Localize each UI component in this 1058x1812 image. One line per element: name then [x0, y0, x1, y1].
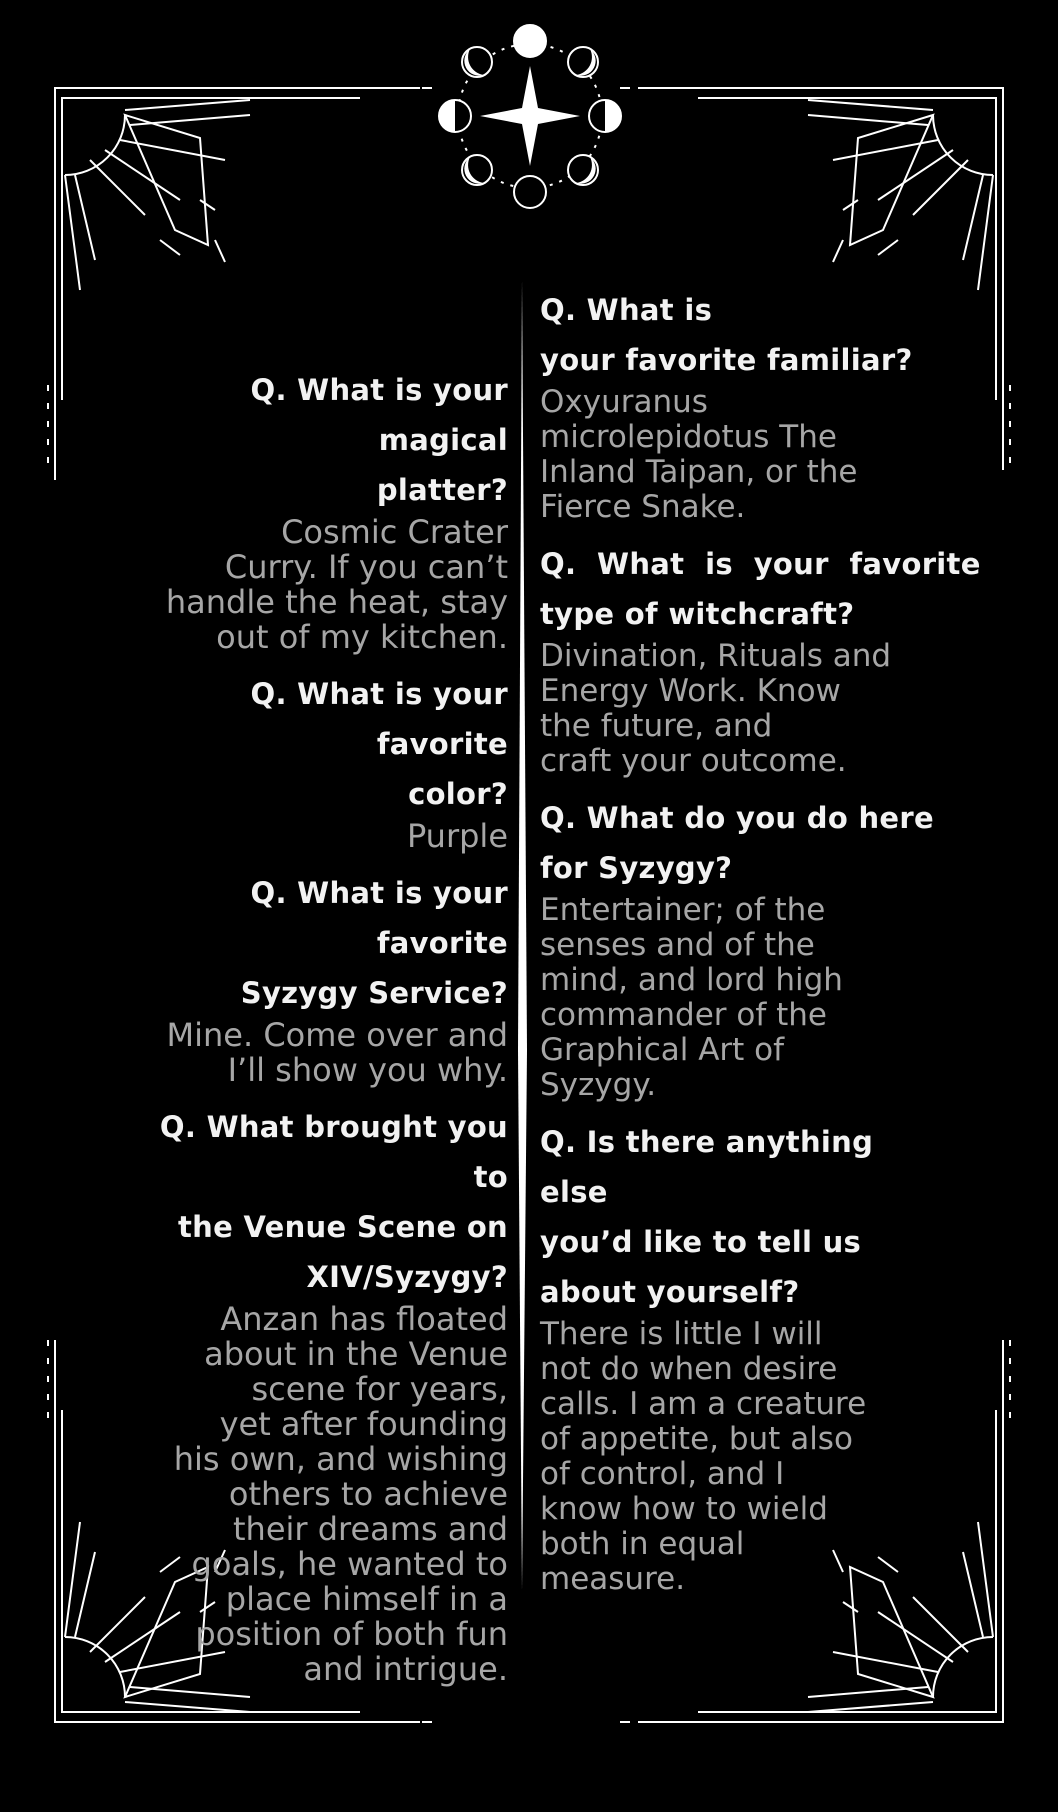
faq-answer: Entertainer; of the senses and of the mind, and lord high commander of the Graphical Art of Syzygy.: [540, 892, 843, 1103]
faq-left-column: [120, 365, 508, 1701]
faq-question: Q. Is there anything else you’d like to tell us about yourself?: [540, 1125, 874, 1309]
faq-question: Q. What do you do here for Syzygy?: [540, 801, 934, 885]
faq-question: Q. What is your magical platter?: [250, 373, 508, 507]
faq-question: Q. What is your favorite color?: [250, 677, 508, 811]
sunburst-icon: [808, 100, 993, 290]
faq-answer: Purple: [406, 817, 508, 855]
sunburst-icon: [65, 100, 250, 290]
faq-item: [120, 1102, 508, 1687]
faq-item: [540, 539, 981, 779]
faq-item: [120, 669, 508, 854]
faq-answer: Divination, Rituals and Energy Work. Know the future, and craft your outcome.: [540, 638, 892, 779]
faq-answer: There is little I will not do when desire calls. I am a creature of appetite, but also of control, and I know how to wield both in equal measure.: [540, 1316, 867, 1597]
faq-question: Q. What brought you to the Venue Scene on XIV/Syzygy?: [159, 1110, 508, 1294]
faq-question: Q. What is your favorite type of witchcraft?: [540, 547, 981, 631]
faq-right-column: [540, 285, 981, 1611]
faq-item: [540, 285, 950, 525]
faq-answer: Cosmic Crater Curry. If you can’t handle the heat, stay out of my kitchen.: [165, 513, 508, 656]
faq-question: Q. What is your favorite familiar?: [540, 293, 913, 377]
faq-item: [120, 365, 508, 655]
faq-item: [120, 868, 508, 1088]
faq-answer: Oxyuranus microlepidotus The Inland Taipan, or the Fierce Snake.: [540, 384, 858, 525]
faq-answer: Anzan has floated about in the Venue scene for years, yet after founding his own, and wishing others to achieve their dreams and goals, he wanted to place himself in a position of both fun and intrigue.: [173, 1300, 508, 1688]
faq-answer: Mine. Come over and I’ll show you why.: [166, 1016, 508, 1089]
moon-phase-star-icon: [439, 25, 621, 208]
faq-item: [540, 1117, 950, 1597]
faq-item: [540, 793, 950, 1103]
center-divider: [518, 280, 527, 1590]
faq-question: Q. What is your favorite Syzygy Service?: [240, 876, 508, 1010]
